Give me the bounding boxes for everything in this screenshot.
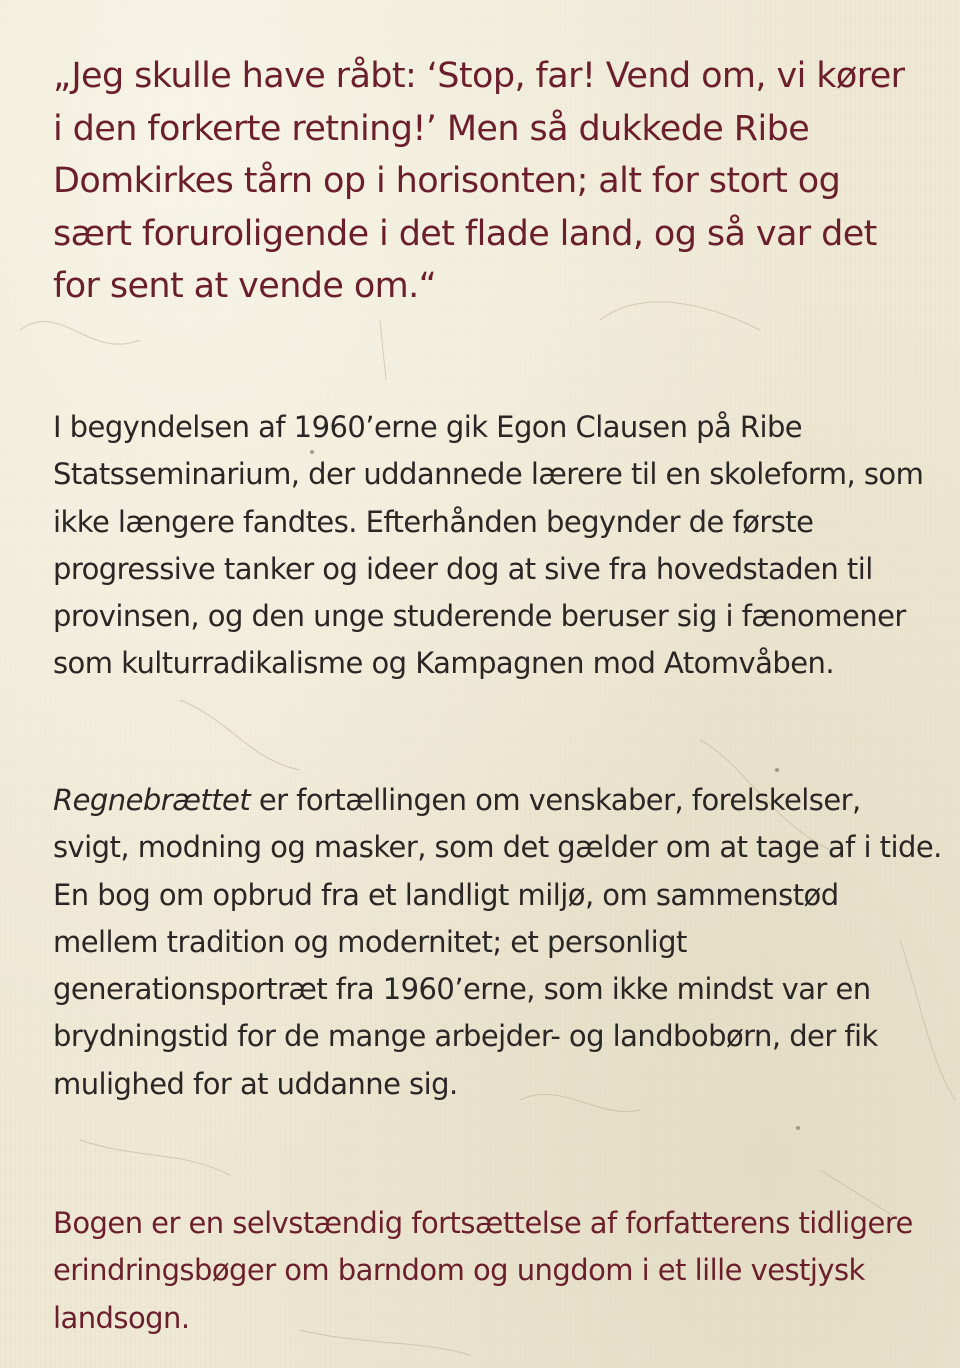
series-note: Bogen er en selvstændig fortsættelse af forfatterens tidligere erindringsbøger om barndom og ungdom i et lille vestjysk landsogn. [53, 1206, 913, 1335]
description-paragraph: I begyndelsen af 1960’erne gik Egon Clausen på Ribe Statsseminarium, der uddannede lærere til en skoleform, som ikke længere fandtes. Efterhånden begynder de første progressive tanker og ideer dog at sive fra hovedstaden til provinsen, og den unge studerende beruser sig i fænomener som kulturradikalisme og Kampagnen mod Atomvåben. [53, 410, 924, 681]
book-title: Regnebrættet [53, 783, 251, 817]
book-summary-paragraph [53, 777, 943, 1108]
book-summary-text: er fortællingen om venskaber, forelskelser, svigt, modning og masker, som det gælder om at tage af i tide. En bog om opbrud fra et landligt miljø, om sammenstød mellem tradition og modernitet; et personligt generationsportræt fra 1960’erne, som ikke mindst var en brydningstid for de mange arbejder- og landbobørn, der fik mulighed for at uddanne sig. [53, 783, 942, 1101]
back-cover-quote: „Jeg skulle have råbt: ‘Stop, far! Vend om, vi kører i den forkerte retning!’ Men så dukkede Ribe Domkirkes tårn op i horisonten; alt for stort og sært foruroligende i det flade land, og så var det for sent at vende om.“ [53, 56, 905, 306]
